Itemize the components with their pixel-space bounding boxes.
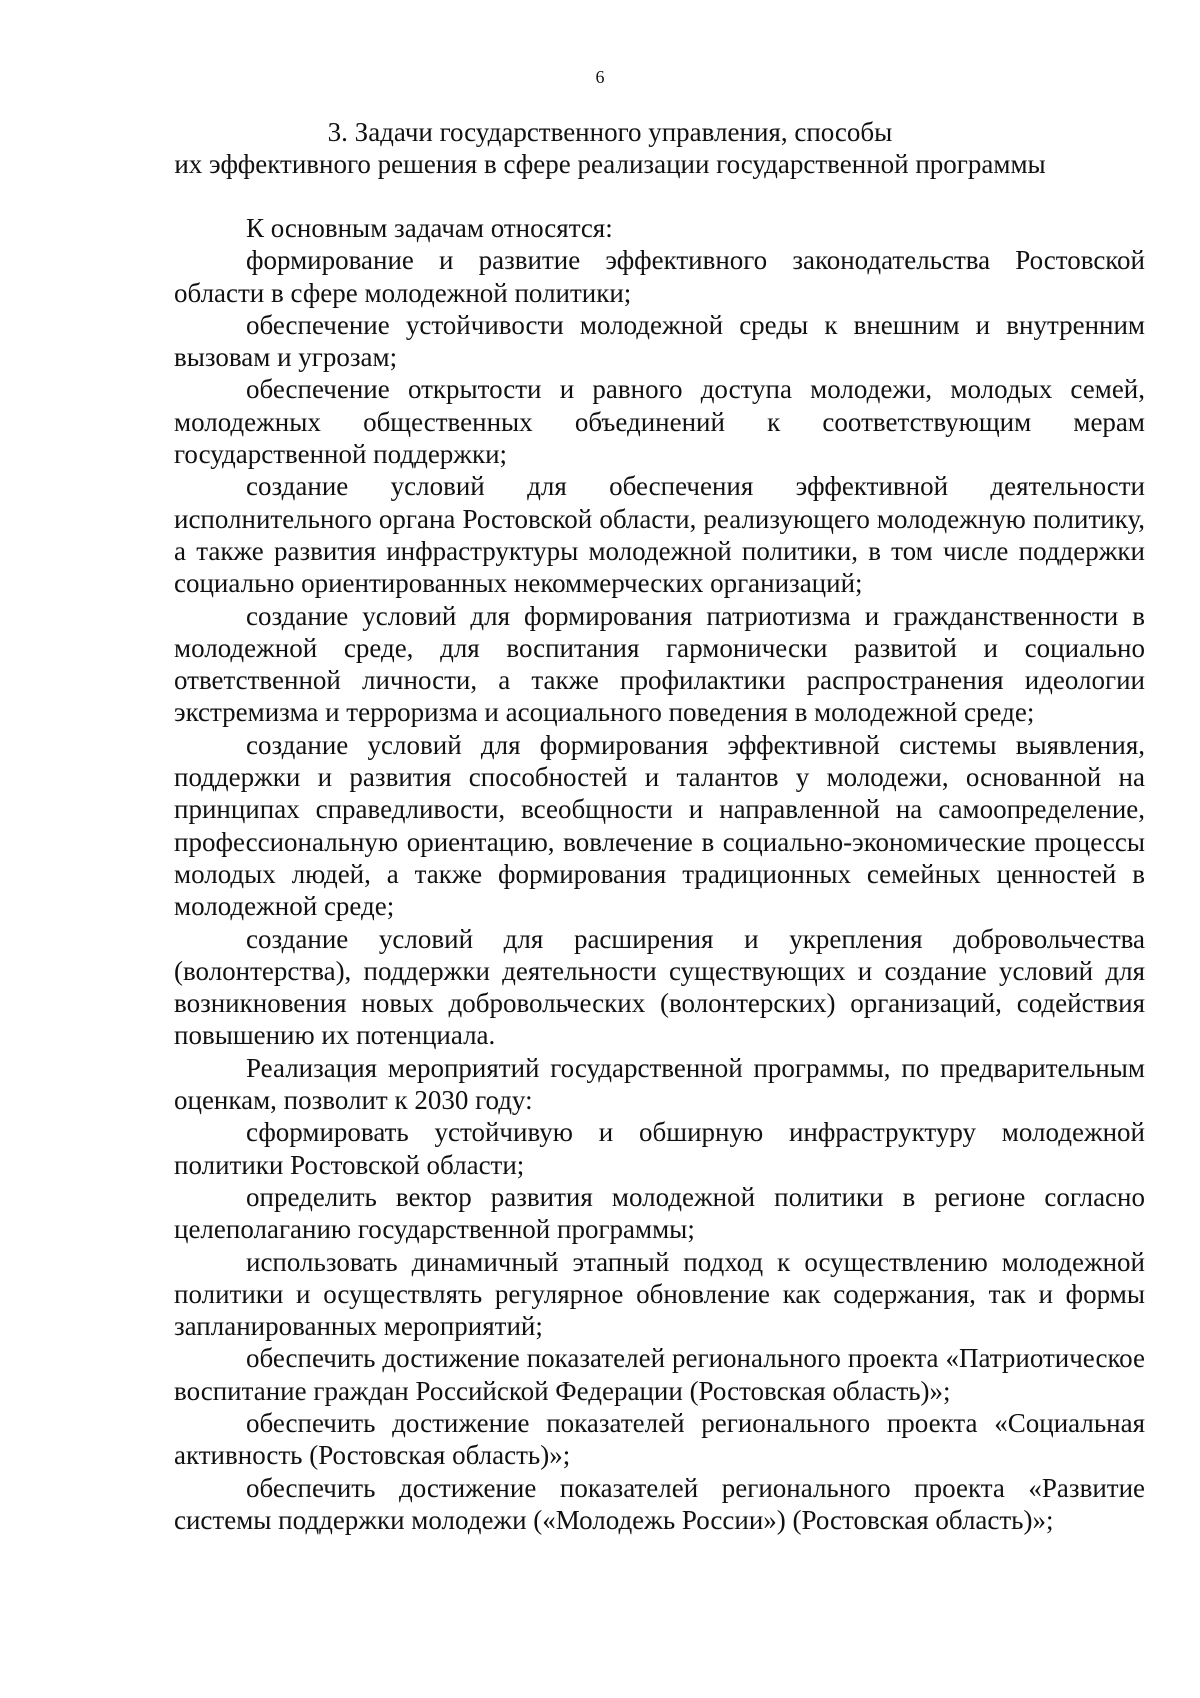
paragraph-task-infrastructure: создание условий для обеспечения эффективной деятельности исполнительного органа Ростовской области, реализующего молодежную политику, а также развития инфраструктуры молодежной политики, в том числе поддержки социально ориентированных некоммерческих организаций; [174,471,1145,599]
paragraph-outcome-vector: определить вектор развития молодежной политики в регионе согласно целеполаганию государственной программы; [174,1181,1145,1245]
paragraph-task-patriotism: создание условий для формирования патриотизма и гражданственности в молодежной среде, для воспитания гармонически развитой и социально ответственной личности, а также профилактики распространения идеологии экстремизма и терроризма и асоциального поведения в молодежной среде; [174,600,1145,728]
paragraph-task-legislation: формирование и развитие эффективного законодательства Ростовской области в сфере молодежной политики; [174,245,1145,308]
section-heading-line-2: их эффективного решения в сфере реализации государственной программы [174,149,1046,179]
document-body [174,212,1145,1536]
paragraph-outcome-youth-support-project: обеспечить достижение показателей регионального проекта «Развитие системы поддержки молодежи («Молодежь России») (Ростовская область)»; [174,1472,1145,1535]
paragraph-task-volunteering: создание условий для расширения и укрепления добровольчества (волонтерства), поддержки деятельности существующих и создание условий для возникновения новых добровольческих (волонтерских) организаций, содействия повышению их потенциала. [174,923,1145,1051]
section-heading-line-1: 3. Задачи государственного управления, способы [327,117,893,147]
paragraph-task-access: обеспечение открытости и равного доступа молодежи, молодых семей, молодежных общественных объединений к соответствующим мерам государственной поддержки; [174,374,1145,470]
paragraph-outcome-approach: использовать динамичный этапный подход к осуществлению молодежной политики и осуществлять регулярное обновление как содержания, так и формы запланированных мероприятий; [174,1246,1145,1342]
page-number: 6 [595,67,605,87]
paragraph-outcome-social-activity-project: обеспечить достижение показателей регионального проекта «Социальная активность (Ростовская область)»; [174,1407,1145,1471]
paragraph-intro: К основным задачам относятся: [246,213,613,243]
paragraph-outcome-infrastructure: сформировать устойчивую и обширную инфраструктуру молодежной политики Ростовской области; [174,1117,1145,1180]
paragraph-outcomes-intro: Реализация мероприятий государственной программы, по предварительным оценкам, позволит к 2030 году: [174,1052,1145,1116]
paragraph-outcome-patriotic-project: обеспечить достижение показателей регионального проекта «Патриотическое воспитание граждан Российской Федерации (Ростовская область)»; [174,1343,1145,1406]
section-heading [160,116,1060,180]
paragraph-task-stability: обеспечение устойчивости молодежной среды к внешним и внутренним вызовам и угрозам; [174,309,1145,373]
paragraph-task-talents: создание условий для формирования эффективной системы выявления, поддержки и развития способностей и талантов у молодежи, основанной на принципах справедливости, всеобщности и направленной на самоопределение, профессиональную ориентацию, вовлечение в социально-экономические процессы молодых людей, а также формирования традиционных семейных ценностей в молодежной среде; [174,729,1145,922]
